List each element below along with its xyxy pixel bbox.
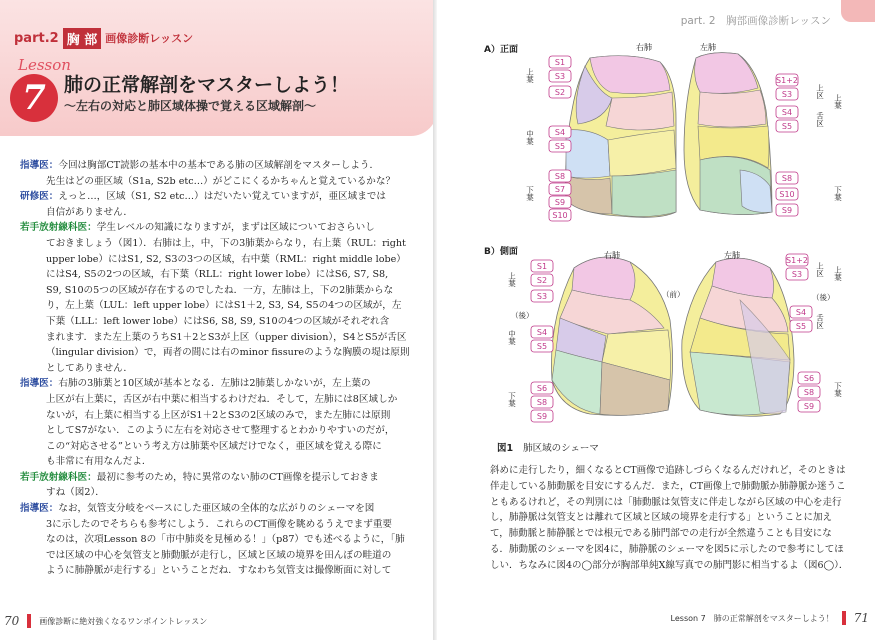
- segment-label-front-right: S8: [554, 172, 566, 181]
- dialog-text: ように肺静脈が走行する」ということだね．すなわち気管支は撮像断面に対して: [46, 565, 392, 577]
- dialog-text: にはS4, S5の2つの区域，右下葉（RLL：right lower lobe）にはS6, S7, S8,: [46, 269, 389, 281]
- front-div-lingula-label: 舌区: [815, 112, 825, 127]
- dialog-text: としてありません．: [46, 362, 133, 374]
- segment-label-side-right: S6: [536, 384, 548, 393]
- right-page-paragraph: 斜めに走行したり，細くなるとCT画像で追跡しづらくなるんだけれど，そのときは伴走している肺動脈を目安にするんだ．また，CT画像上で肺動脈か肺静脈か迷うこともあるけれど，その判別には「肺動脈は気管支に伴走しながら区域の中心を走行し，肺静脈は気管支とは離れて区域と区域の境界を走行する」ということに加えて，肺動脈と肺静脈とでは根元である肺門部での走行が全然違うことも目安になる．肺動脈のシェーマを図4に，肺静脈のシェーマを図5に示したので参考にしてほしい．ちなみに図4の◯部分が胸部単純X線写真での肺門影に相当するよ（図6◯）．: [490, 465, 849, 571]
- segment-label-side-right: S9: [536, 412, 548, 421]
- series-part: part.2: [14, 30, 59, 46]
- page-number-left: 70: [4, 614, 20, 628]
- side-lobe-upper-label: 上葉: [507, 272, 517, 287]
- segment-label-side-left: S3: [791, 270, 803, 279]
- side-right-lung-label: 右肺: [604, 251, 620, 260]
- dialog-text: すね（図2）．: [46, 487, 105, 499]
- speaker-label: 研修医：: [20, 191, 59, 203]
- speaker-label: 指導医：: [20, 503, 59, 515]
- segment-label-front-left: S4: [781, 108, 793, 117]
- speaker-label: 指導医：: [20, 378, 59, 390]
- footer-book-title: 画像診断に絶対強くなるワンポイントレッスン: [39, 616, 208, 626]
- front-div-upper-label: 上区: [815, 84, 825, 99]
- dialog-text: えっと…，区域（S1, S2 etc…）はだいたい覚えていますが，亜区域までは: [58, 191, 386, 203]
- segment-label-side-right: S5: [536, 342, 548, 351]
- speaker-label: 若手放射線科医：: [20, 222, 97, 234]
- dialog-text: では区域の中心を気管支と肺動脈が走行し，区域と区域の境界を田んぼの畦道の: [46, 549, 392, 561]
- segment-label-front-right: S5: [554, 142, 566, 151]
- segment-label-front-right: S1: [554, 58, 566, 67]
- dialog-text: upper lobe）にはS1, S2, S3の3つの区域，右中葉（RML：right middle lobe）: [46, 253, 406, 265]
- segment-label-side-left: S9: [803, 402, 815, 411]
- segment-label-front-left: S10: [779, 190, 795, 199]
- lesson-number-badge: 7: [10, 74, 58, 122]
- posterior-label-right: （後）: [812, 293, 835, 302]
- dialog-text: 今回は胸部CT読影の基本中の基本である肺の区域解剖をマスターしよう．: [58, 160, 380, 171]
- series-chest-badge: 胸 部: [63, 28, 102, 49]
- dialog-text: 最初に参考のため，特に異常のない肺のCT画像を提示しておきま: [96, 471, 379, 483]
- dialog-text: 上区が右上葉に，舌区が右中葉に相当するわけだね．そして，左肺には8区域しか: [46, 393, 398, 405]
- dialog-text: ないが，右上葉に相当する上区がS1＋2とS3の2区域のみで，また左肺には原則: [46, 409, 391, 421]
- front-right-lung-label: 右肺: [636, 43, 652, 52]
- segment-label-front-left: S5: [781, 122, 793, 131]
- side-right-lung: [551, 257, 672, 415]
- side-lobe-middle-label: 中葉: [507, 330, 517, 345]
- dialog-text: も非常に有用なんだよ．: [46, 456, 152, 468]
- dialog-text: 自信がありません．: [46, 206, 133, 218]
- segment-label-front-right: S9: [554, 198, 566, 207]
- dialog-text: 先生はどの亜区域（S1a, S2b etc…）がどこにくるかちゃんと覚えているかな？: [46, 175, 396, 187]
- dialog-text: なお，気管支分岐をベースにした亜区域の全体的な広がりのシェーマを図: [58, 503, 375, 515]
- lesson-subtitle: ～左右の対応と肺区域体操で覚える区域解剖～: [64, 99, 317, 113]
- side-left-lung-label: 左肺: [724, 251, 740, 260]
- segment-label-side-right: S1: [536, 262, 548, 271]
- segment-label-front-left: S1+2: [776, 76, 798, 85]
- series-name: 画像診断レッスン: [105, 32, 194, 45]
- segment-label-side-left: S8: [803, 388, 815, 397]
- front-lobe-upper-label: 上葉: [525, 68, 535, 83]
- dialog-text: まれます．また左上葉のうちS1＋2とS3が上区（upper division），S4とS5が舌区: [46, 331, 407, 343]
- segment-label-front-right: S4: [554, 128, 566, 137]
- segment-label-side-right: S2: [536, 276, 548, 285]
- front-left-lung-label: 左肺: [700, 43, 716, 52]
- front-lobe-lower-label: 下葉: [525, 186, 535, 201]
- front-left-lobe-upper-label: 上葉: [833, 94, 843, 109]
- front-right-lung: [566, 56, 676, 218]
- segment-label-side-right: S3: [536, 292, 548, 301]
- segment-label-front-right: S7: [554, 185, 566, 194]
- front-left-lobe-lower-label: 下葉: [833, 186, 843, 201]
- dialog-text: 3に示したのでそちらも参考にしよう．これらのCT画像を眺めるうえでまず重要: [46, 518, 393, 530]
- side-left-lung: [682, 258, 794, 416]
- page-number-right: 71: [853, 611, 869, 625]
- posterior-label-left: （後）: [511, 311, 534, 320]
- figure-number: 図1: [497, 443, 514, 454]
- figure-caption: [497, 440, 599, 454]
- lesson-title: 肺の正常解剖をマスターしよう！: [64, 74, 350, 96]
- front-lobe-middle-label: 中葉: [525, 130, 535, 145]
- dialog-text: S9, S10の5つの区域が存在するのでしたね．一方，左肺は上，下の2肺葉からな: [46, 284, 394, 296]
- panel-b-label: B）側面: [484, 247, 518, 257]
- segment-label-front-right: S3: [554, 72, 566, 81]
- segment-label-front-left: S8: [781, 174, 793, 183]
- segment-label-front-right: S10: [552, 211, 568, 220]
- side-div-lingula-label: 舌区: [815, 314, 825, 329]
- dialog-text: 下葉（LLL：left lower lobe）にはS6, S8, S9, S10の4つの区域がそれぞれ含: [46, 315, 390, 327]
- dialog-text: この“対応させる”という考え方は肺葉や区域だけでなく，亜区域を覚える際に: [46, 440, 382, 452]
- anterior-label: （前）: [662, 290, 685, 299]
- segment-label-side-left: S4: [795, 308, 807, 317]
- speaker-label: 若手放射線科医：: [20, 471, 97, 483]
- segment-label-front-right: S2: [554, 88, 566, 97]
- segment-label-side-left: S1+2: [786, 256, 808, 265]
- segment-label-side-left: S5: [795, 322, 807, 331]
- footer-lesson-title: Lesson 7 肺の正常解剖をマスターしよう！: [670, 613, 834, 623]
- segment-label-side-left: S6: [803, 374, 815, 383]
- side-left-lobe-lower-label: 下葉: [833, 382, 843, 397]
- side-left-lobe-upper-label: 上葉: [833, 266, 843, 281]
- page-marker-bar-right: [842, 611, 846, 625]
- speaker-label: 指導医：: [20, 160, 59, 171]
- dialog-text: り，左上葉（LUL：left upper lobe）にはS1＋2, S3, S4, S5の4つの区域が，左: [46, 300, 402, 312]
- segment-label-side-right: S4: [536, 328, 548, 337]
- lesson-word: Lesson: [18, 56, 71, 74]
- dialog-text: なのは，次項Lesson 8の「市中肺炎を見極める！」（p87）でも述べるように，「肺: [46, 534, 405, 546]
- front-left-lung: [684, 53, 772, 215]
- dialog-text: ておきましょう（図1）．右肺は上，中，下の3肺葉からなり，右上葉（RUL：right: [46, 237, 406, 249]
- segment-label-front-left: S9: [781, 206, 793, 215]
- side-div-upper-label: 上区: [815, 262, 825, 277]
- figure-caption-text: 肺区域のシェーマ: [523, 443, 599, 454]
- dialog-text: （lingular division）で，両者の間には右のminor fissureのような胸膜の堤は原則: [46, 347, 410, 359]
- right-footer: [671, 611, 869, 625]
- dialog-text: 右肺の3肺葉と10区域が基本となる．左肺は2肺葉しかないが，左上葉の: [58, 378, 371, 390]
- panel-a-label: A）正面: [484, 45, 518, 55]
- segment-label-side-right: S8: [536, 398, 548, 407]
- segment-label-front-left: S3: [781, 90, 793, 99]
- dialog-text: 学生レベルの知識になりますが，まずは区域についておさらいし: [96, 222, 375, 234]
- dialog-text: としてS7がない．このように左右を対応させて整理するとわかりやすいのだが，: [46, 425, 395, 437]
- side-lobe-lower-label: 下葉: [507, 392, 517, 407]
- running-head: part. 2 胸部画像診断レッスン: [680, 15, 831, 27]
